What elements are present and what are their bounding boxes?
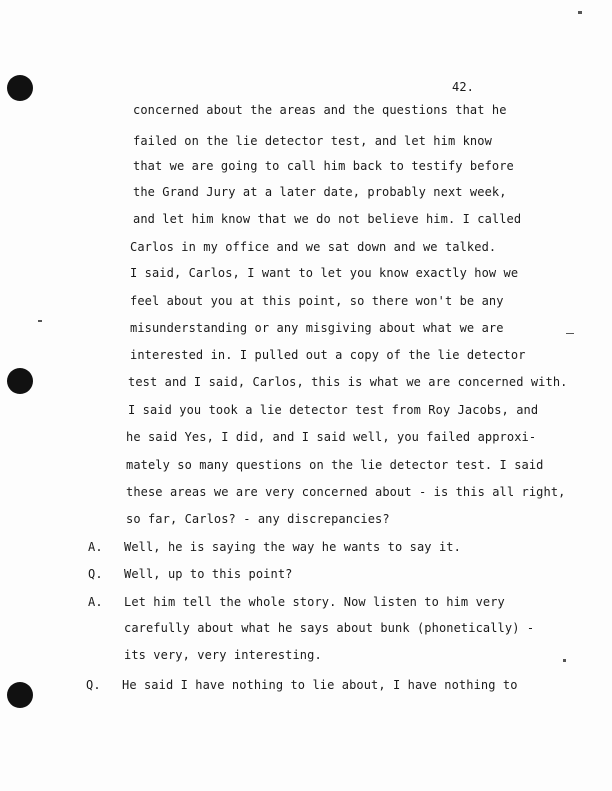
transcript-line: I said, Carlos, I want to let you know exactly how we xyxy=(130,266,519,280)
punch-hole-top xyxy=(7,75,33,101)
transcript-line: failed on the lie detector test, and let him know xyxy=(133,134,492,148)
transcript-line: and let him know that we do not believe him. I called xyxy=(133,212,522,226)
transcript-line: I said you took a lie detector test from Roy Jacobs, and xyxy=(128,403,539,417)
punch-hole-middle xyxy=(7,368,33,394)
transcript-line: feel about you at this point, so there won't be any xyxy=(130,294,504,308)
transcript-line: he said Yes, I did, and I said well, you failed approxi- xyxy=(126,430,537,444)
transcript-line: that we are going to call him back to testify before xyxy=(133,159,514,173)
scan-speck xyxy=(578,11,582,14)
transcript-line: concerned about the areas and the questions that he xyxy=(133,103,507,117)
transcript-line: Let him tell the whole story. Now listen to him very xyxy=(124,595,505,609)
transcript-line: these areas we are very concerned about - is this all right, xyxy=(126,485,566,499)
transcript-line: so far, Carlos? - any discrepancies? xyxy=(126,512,390,526)
transcript-line: interested in. I pulled out a copy of the lie detector xyxy=(130,348,526,362)
speaker-label: Q. xyxy=(86,678,101,692)
transcript-line: carefully about what he says about bunk (phonetically) - xyxy=(124,621,535,635)
transcript-line: misunderstanding or any misgiving about what we are xyxy=(130,321,504,335)
transcript-line: Well, he is saying the way he wants to say it. xyxy=(124,540,461,554)
speaker-label: Q. xyxy=(88,567,103,581)
transcript-line: Well, up to this point? xyxy=(124,567,293,581)
transcript-line: He said I have nothing to lie about, I have nothing to xyxy=(122,678,518,692)
speaker-label: A. xyxy=(88,540,103,554)
transcript-line: test and I said, Carlos, this is what we are concerned with. xyxy=(128,375,568,389)
scan-speck xyxy=(38,320,42,322)
scan-speck xyxy=(563,659,566,662)
transcript-line: Carlos in my office and we sat down and we talked. xyxy=(130,240,497,254)
page-number: 42. xyxy=(452,80,474,94)
punch-hole-bottom xyxy=(7,682,33,708)
transcript-line: the Grand Jury at a later date, probably next week, xyxy=(133,185,507,199)
speaker-label: A. xyxy=(88,595,103,609)
scan-speck xyxy=(566,333,574,334)
transcript-line: mately so many questions on the lie detector test. I said xyxy=(126,458,544,472)
transcript-line: its very, very interesting. xyxy=(124,648,322,662)
